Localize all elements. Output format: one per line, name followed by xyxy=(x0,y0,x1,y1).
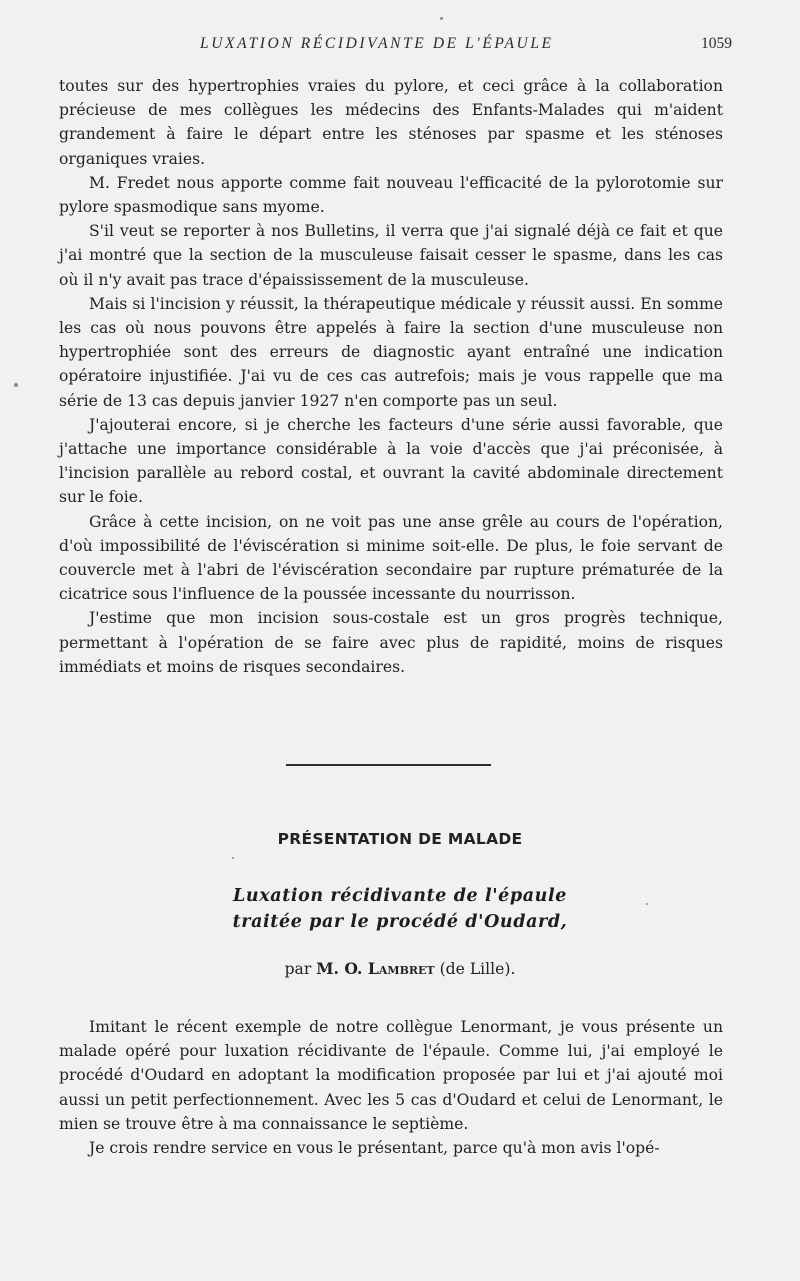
print-speck xyxy=(14,383,18,387)
paragraph: J'estime que mon incision sous-costale est un gros progrès technique, permettant à l'opération de se faire avec plus de rapidité, moins de risques immédiats et moins de risques secondaires. xyxy=(59,609,723,676)
paragraph: J'ajouterai encore, si je cherche les facteurs d'une série aussi favorable, que j'attache une importance considérable à la voie d'accès que j'ai préconisée, à l'incision parallèle au rebord costal, et ouvrant la cavité abdominale directement sur le foie. xyxy=(59,415,723,507)
paragraph: Mais si l'incision y réussit, la thérapeutique médicale y réussit aussi. En somme les cas où nous pouvons être appelés à faire la section d'une musculeuse non hypertrophiée sont des erreurs de diagnostic ayant entraîné une indication opératoire injustifiée. J'ai vu de ces cas autrefois; mais je vous rappelle que ma série de 13 cas depuis janvier 1927 n'en comporte pas un seul. xyxy=(59,294,723,410)
paragraph: Imitant le récent exemple de notre collègue Lenormant, je vous présente un malade opéré pour luxation récidivante de l'épaule. Comme lui, j'ai employé le procédé d'Oudard en adoptant la modification proposée par lui et j'ai ajouté moi aussi un petit perfectionnement. Avec les 5 cas d'Oudard et celui de Lenormant, le mien se trouve être à ma connaissance le septième. xyxy=(59,1018,723,1133)
running-header xyxy=(0,35,800,57)
paragraph: S'il veut se reporter à nos Bulletins, il verra que j'ai signalé déjà ce fait et que j'ai montré que la section de la musculeuse faisait cesser le spasme, dans les cas où il n'y avait pas trace d'épaississement de la musculeuse. xyxy=(59,222,723,289)
paragraph: Grâce à cette incision, on ne voit pas une anse grêle au cours de l'opération, d'où impossibilité de l'éviscération si minime soit-elle. De plus, le foie servant de couvercle met à l'abri de l'éviscération secondaire par rupture prématurée de la cicatrice sous l'influence de la poussée incessante du nourrisson. xyxy=(59,512,723,604)
byline-affiliation: (de Lille). xyxy=(439,960,516,978)
paragraph: toutes sur des hypertrophies vraies du pylore, et ceci grâce à la collaboration précieuse de mes collègues les médecins des Enfants-Malades qui m'aident grandement à faire le départ entre les sténoses par spasme et les sténoses organiques vraies. xyxy=(59,77,723,168)
print-speck xyxy=(646,903,648,905)
section-heading: PRÉSENTATION DE MALADE xyxy=(277,830,523,848)
article-title-line-2: traitée par le procédé d'Oudard, xyxy=(232,912,568,932)
body-text-continuation xyxy=(59,74,723,679)
byline-author: M. O. Lambret xyxy=(316,959,435,978)
byline xyxy=(0,959,800,978)
print-speck xyxy=(232,857,234,859)
byline-prefix: par xyxy=(284,960,312,978)
article-title-line-1: Luxation récidivante de l'épaule xyxy=(233,886,567,906)
section-divider xyxy=(286,764,491,766)
running-title: LUXATION RÉCIDIVANTE DE L'ÉPAULE xyxy=(200,35,554,52)
body-text-article xyxy=(59,1015,723,1160)
paragraph: Je crois rendre service en vous le présentant, parce qu'à mon avis l'opé- xyxy=(89,1139,660,1158)
page-number: 1059 xyxy=(701,35,732,52)
paragraph: M. Fredet nous apporte comme fait nouveau l'efficacité de la pylorotomie sur pylore spasmodique sans myome. xyxy=(59,173,723,217)
print-speck xyxy=(440,17,443,20)
